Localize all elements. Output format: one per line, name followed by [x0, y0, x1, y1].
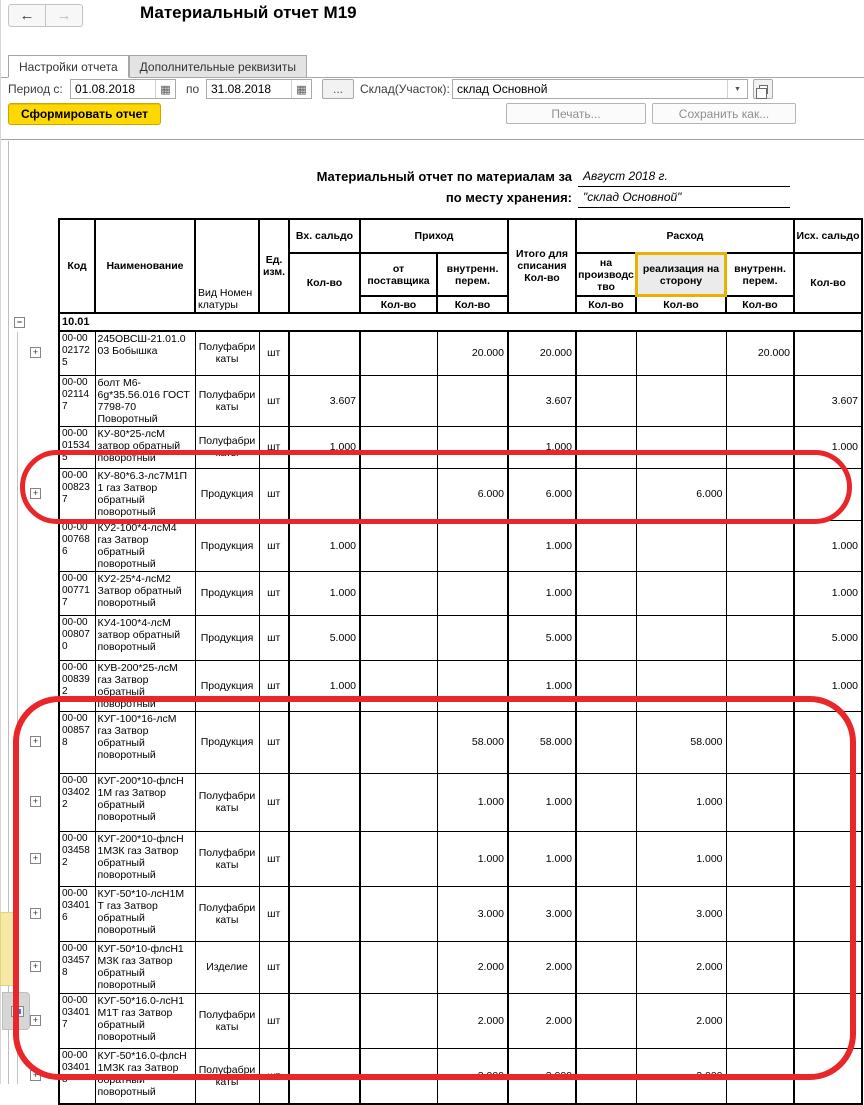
code-value: 00-00 00823 7	[62, 469, 90, 505]
code-value: 00-00 02114 7	[62, 376, 90, 412]
unit-value: шт	[267, 1069, 281, 1082]
cell-out-balance[interactable]: 3.607	[794, 375, 862, 426]
to-label: по	[186, 82, 200, 96]
name-value: КУВ-200*25-лсМ газ Затвор обратный поворотный	[97, 661, 178, 710]
report-title-line1: Материальный отчет по материалам за	[316, 169, 572, 184]
date-from-value: 01.08.2018	[75, 82, 136, 96]
row-expand-button[interactable]: +	[30, 488, 41, 499]
cell-sale[interactable]	[636, 615, 726, 660]
unit-value: шт	[267, 539, 281, 552]
cell-name[interactable]	[95, 520, 195, 571]
save-as-button[interactable]: Сохранить как...	[652, 103, 796, 124]
group-collapse-button[interactable]: −	[14, 317, 25, 328]
cell-out-balance[interactable]: 5.000	[794, 615, 862, 660]
cell-in-balance[interactable]: 1.000	[289, 571, 360, 615]
cell-internal-in[interactable]	[437, 520, 508, 571]
header-total-writeoff[interactable]: Итого для списания Кол-во	[508, 219, 576, 313]
unit-value: шт	[267, 736, 281, 748]
cell-internal-out[interactable]	[726, 520, 794, 571]
cell-internal-in[interactable]: 2.000	[437, 993, 508, 1048]
row-expand-button[interactable]: +	[30, 796, 41, 807]
cell-internal-in[interactable]: 1.000	[437, 773, 508, 831]
row-expand-button[interactable]: +	[30, 736, 41, 747]
cell-internal-in[interactable]: 6.000	[437, 468, 508, 520]
more-options-button[interactable]: ...	[322, 79, 354, 99]
row-expand-button[interactable]: +	[30, 347, 41, 358]
cell-in-balance[interactable]: 5.000	[289, 615, 360, 660]
cell-sale[interactable]	[636, 520, 726, 571]
cell-from-supplier[interactable]	[360, 571, 437, 615]
code-value: 00-00 00839 2	[62, 661, 90, 697]
cell-code[interactable]	[59, 571, 95, 615]
forward-button[interactable]	[45, 4, 83, 27]
cell-internal-in[interactable]: 3.000	[437, 886, 508, 941]
cell-in-balance[interactable]: 1.000	[289, 520, 360, 571]
cell-total[interactable]: 1.000	[508, 520, 576, 571]
cell-total[interactable]: 1.000	[508, 773, 576, 831]
code-value: 00-00 03402 2	[62, 774, 90, 810]
name-value: КУГ-200*10-флсН 1М газ Затвор обратный поворотный	[97, 774, 184, 823]
nav-buttons	[8, 4, 83, 27]
kind-value: Полуфабри каты	[198, 341, 256, 366]
cell-kind[interactable]	[195, 520, 259, 571]
unit-value: шт	[267, 907, 281, 920]
cell-sale[interactable]: 1.000	[636, 831, 726, 886]
cell-out-balance[interactable]	[794, 331, 862, 375]
kind-value: Продукция	[200, 488, 254, 500]
header-from-supplier[interactable]: от поставщика	[360, 253, 437, 296]
header-qty[interactable]: Кол-во	[636, 296, 726, 313]
header-out-balance-qty[interactable]: Кол-во	[794, 253, 862, 313]
unit-value: шт	[267, 488, 281, 500]
name-value: КУГ-50*16.0-флсН 1МЗК газ Затвор обратный поворотный	[97, 1049, 187, 1098]
tab-report-settings[interactable]: Настройки отчета	[8, 55, 129, 78]
calendar-icon[interactable]: ▦	[291, 80, 311, 98]
unit-value: шт	[267, 1014, 281, 1027]
cell-out-balance[interactable]: 1.000	[794, 571, 862, 615]
report-title-line2: по месту хранения:	[445, 190, 572, 205]
kind-value: Полуфабри каты	[198, 1008, 256, 1033]
code-value: 00-00 03401 8	[62, 1049, 90, 1085]
cell-code[interactable]	[59, 615, 95, 660]
cell-sale[interactable]: 58.000	[636, 711, 726, 773]
cell-total[interactable]: 1.000	[508, 571, 576, 615]
date-from-field[interactable]	[70, 79, 176, 99]
cell-internal-in[interactable]	[437, 375, 508, 426]
row-expand-button[interactable]: +	[30, 1070, 41, 1081]
cell-internal-out[interactable]	[726, 571, 794, 615]
kind-value: Полуфабри каты	[198, 901, 256, 926]
cell-out-balance[interactable]: 1.000	[794, 660, 862, 711]
cell-from-supplier[interactable]	[360, 520, 437, 571]
cell-internal-in[interactable]	[437, 571, 508, 615]
cell-name[interactable]	[95, 571, 195, 615]
cell-internal-in[interactable]: 1.000	[437, 831, 508, 886]
cell-unit[interactable]	[259, 375, 289, 426]
cell-kind[interactable]	[195, 375, 259, 426]
table-row	[59, 520, 862, 571]
name-value: КУГ-50*10-лсН1М Т газ Затвор обратный поворотный	[97, 887, 185, 936]
header-internal-in[interactable]: внутренн. перем.	[437, 253, 508, 296]
name-value: КУ2-25*4-лсМ2 Затвор обратный поворотный	[97, 572, 182, 609]
cell-total[interactable]: 20.000	[508, 331, 576, 375]
unit-value: шт	[267, 961, 281, 973]
row-expand-button[interactable]: +	[30, 853, 41, 864]
cell-internal-in[interactable]: 2.000	[437, 941, 508, 993]
cell-total[interactable]: 2.000	[508, 993, 576, 1048]
header-code[interactable]: Код	[59, 219, 95, 313]
code-value: 00-00 03458 2	[62, 832, 90, 868]
table-row	[59, 331, 862, 375]
cell-internal-in[interactable]: 3.000	[437, 1048, 508, 1104]
name-value: КУГ-50*16.0-лсН1 М1Т газ Затвор обратный поворотный	[97, 994, 185, 1043]
name-value: болт М6-6g*35.56.016 ГОСТ 7798-70 Поворотный	[97, 376, 190, 425]
cell-total[interactable]: 58.000	[508, 711, 576, 773]
red-circle-annotation-1	[20, 450, 852, 524]
table-row	[59, 615, 862, 660]
header-qty[interactable]: Кол-во	[360, 296, 437, 313]
header-qty[interactable]: Кол-во	[576, 296, 636, 313]
header-kind[interactable]: Вид Номенклатуры	[195, 219, 259, 313]
cell-sale[interactable]: 2.000	[636, 993, 726, 1048]
cell-in-balance[interactable]: 1.000	[289, 660, 360, 711]
kind-value: Полуфабри каты	[198, 435, 256, 459]
cell-total[interactable]: 5.000	[508, 615, 576, 660]
cell-unit[interactable]	[259, 520, 289, 571]
cell-out-balance[interactable]: 1.000	[794, 520, 862, 571]
cell-internal-out[interactable]	[726, 375, 794, 426]
row-expand-button[interactable]: +	[30, 1015, 41, 1026]
warehouse-open-button[interactable]	[753, 79, 773, 99]
back-arrow-icon: ←	[19, 7, 35, 24]
cell-total[interactable]: 1.000	[508, 660, 576, 711]
table-row	[59, 571, 862, 615]
cell-total[interactable]: 6.000	[508, 468, 576, 520]
report-warehouse-value: "склад Основной"	[578, 189, 790, 208]
cell-to-production[interactable]	[576, 615, 636, 660]
generate-report-button[interactable]: Сформировать отчет	[8, 103, 161, 125]
cell-sale[interactable]: 3.000	[636, 1048, 726, 1104]
cell-code[interactable]	[32, 331, 95, 375]
cell-name[interactable]	[95, 375, 195, 426]
kind-value: Продукция	[200, 587, 254, 599]
unit-value: шт	[267, 587, 281, 599]
chevron-down-icon[interactable]: ▼	[727, 80, 747, 98]
cell-to-production[interactable]	[576, 520, 636, 571]
tab-extra-details[interactable]: Дополнительные реквизиты	[129, 55, 307, 78]
cell-from-supplier[interactable]	[360, 331, 437, 375]
forward-arrow-icon: →	[56, 7, 72, 24]
kind-value: Полуфабри каты	[198, 846, 256, 871]
header-sale-selected-cell[interactable]: реализация на сторону	[636, 253, 726, 296]
red-circle-annotation-2	[13, 696, 856, 1080]
name-value: КУ-80*25-лсМ затвор обратный поворотный	[97, 427, 181, 464]
open-list-icon	[759, 85, 768, 94]
period-label: Период с:	[8, 82, 63, 96]
warehouse-label: Склад(Участок):	[360, 82, 450, 96]
cell-code[interactable]	[59, 375, 95, 426]
header-unit[interactable]: Ед. изм.	[259, 219, 289, 313]
calendar-icon[interactable]: ▦	[155, 80, 175, 98]
kind-value: Продукция	[200, 679, 254, 692]
unit-value: шт	[267, 796, 281, 808]
table-row	[59, 375, 862, 426]
cell-in-balance[interactable]: 3.607	[289, 375, 360, 426]
code-value: 00-00 03401 6	[62, 887, 90, 923]
code-value: 00-00 00807 0	[62, 616, 90, 652]
cell-total[interactable]: 3.000	[508, 886, 576, 941]
cell-sale[interactable]: 6.000	[636, 468, 726, 520]
cell-from-supplier[interactable]	[360, 375, 437, 426]
cell-total[interactable]: 3.000	[508, 1048, 576, 1104]
cell-internal-in[interactable]: 20.000	[437, 331, 508, 375]
code-value: 00-00 00768 6	[62, 521, 90, 557]
name-value: 245ОВСШ-21.01.0 03 Бобышка	[97, 333, 186, 357]
kind-value: Продукция	[200, 631, 254, 644]
unit-value: шт	[267, 852, 281, 865]
cell-internal-in[interactable]	[437, 615, 508, 660]
row-expand-button[interactable]: +	[30, 908, 41, 919]
code-value: 00-00 02172 5	[62, 333, 90, 368]
code-value: 00-00 00771 7	[62, 572, 90, 608]
kind-value: Изделие	[206, 961, 248, 973]
date-to-field[interactable]	[206, 79, 312, 99]
header-to-production[interactable]: на производство	[576, 253, 636, 296]
print-button[interactable]: Печать...	[506, 103, 646, 124]
cell-in-balance[interactable]: 1.000	[289, 426, 360, 468]
header-in-balance-qty[interactable]: Кол-во	[289, 253, 360, 313]
cell-total[interactable]: 1.000	[508, 831, 576, 886]
header-internal-out[interactable]: внутренн. перем.	[726, 253, 794, 296]
kind-value: Полуфабри каты	[198, 790, 256, 814]
unit-value: шт	[267, 631, 281, 644]
code-value: 00-00 03401 7	[62, 994, 90, 1030]
cell-kind[interactable]	[195, 615, 259, 660]
cell-to-production[interactable]	[576, 571, 636, 615]
kind-value: Полуфабри каты	[198, 1063, 256, 1088]
cell-internal-in[interactable]: 58.000	[437, 711, 508, 773]
header-in-balance[interactable]: Вх. сальдо	[289, 219, 360, 253]
cell-code[interactable]	[59, 520, 95, 571]
header-name[interactable]: Наименование	[95, 219, 195, 313]
cell-unit[interactable]	[259, 571, 289, 615]
warehouse-combobox[interactable]	[452, 79, 748, 99]
group-row	[59, 313, 862, 331]
cell-total[interactable]: 1.000	[508, 426, 576, 468]
cell-sale[interactable]: 3.000	[636, 886, 726, 941]
group-cell[interactable]	[16, 313, 862, 331]
header-qty[interactable]: Кол-во	[726, 296, 794, 313]
report-period-value: Август 2018 г.	[578, 168, 790, 187]
name-value: КУ2-100*4-лсМ4 газ Затвор обратный поворотный	[97, 521, 177, 570]
cell-total[interactable]: 2.000	[508, 941, 576, 993]
cell-internal-out[interactable]	[726, 615, 794, 660]
cell-in-balance[interactable]	[289, 331, 360, 375]
tab-bar	[8, 55, 307, 78]
cell-to-production[interactable]	[576, 331, 636, 375]
cell-sale[interactable]: 1.000	[636, 773, 726, 831]
cell-name[interactable]	[95, 615, 195, 660]
unit-value: шт	[267, 679, 281, 692]
cell-unit[interactable]	[259, 615, 289, 660]
header-out-balance[interactable]: Исх. сальдо	[794, 219, 862, 253]
cell-sale[interactable]	[636, 571, 726, 615]
page-title: Материальный отчет М19	[140, 3, 357, 22]
cell-total[interactable]: 3.607	[508, 375, 576, 426]
cell-out-balance[interactable]: 1.000	[794, 426, 862, 468]
code-value: 00-00 01534 5	[62, 427, 90, 463]
kind-value: Полуфабри каты	[198, 388, 256, 413]
code-value: 00-00 00857 8	[62, 712, 90, 748]
warehouse-value: склад Основной	[457, 82, 548, 96]
cell-sale[interactable]	[636, 331, 726, 375]
back-button[interactable]	[8, 4, 46, 27]
cell-internal-out[interactable]: 20.000	[726, 331, 794, 375]
cell-to-production[interactable]	[576, 375, 636, 426]
cell-kind[interactable]	[195, 331, 259, 375]
cell-unit[interactable]	[259, 331, 289, 375]
report-frame-top	[0, 139, 864, 141]
name-value: КУ-80*6.3-лс7М1П 1 газ Затвор обратный поворотный	[97, 469, 188, 518]
cell-sale[interactable]	[636, 375, 726, 426]
name-value: КУГ-100*16-лсМ газ Затвор обратный поворотный	[97, 712, 177, 761]
unit-value: шт	[267, 394, 281, 407]
code-value: 00-00 03457 8	[62, 942, 90, 978]
header-qty[interactable]: Кол-во	[437, 296, 508, 313]
cell-sale[interactable]: 2.000	[636, 941, 726, 993]
row-expand-button[interactable]: +	[30, 961, 41, 972]
unit-value: шт	[267, 347, 281, 360]
group-label: 10.01	[62, 316, 90, 328]
cell-kind[interactable]	[195, 571, 259, 615]
unit-value: шт	[267, 441, 281, 453]
header-outgoing[interactable]: Расход	[576, 219, 794, 253]
name-value: КУГ-200*10-флсН 1МЗК газ Затвор обратный поворотный	[97, 832, 184, 881]
cell-from-supplier[interactable]	[360, 615, 437, 660]
cell-name[interactable]	[95, 331, 195, 375]
kind-value: Продукция	[200, 539, 254, 552]
kind-value: Продукция	[200, 736, 254, 748]
name-value: КУ4-100*4-лсМ затвор обратный поворотный	[97, 616, 181, 653]
date-to-value: 31.08.2018	[211, 82, 272, 96]
header-incoming[interactable]: Приход	[360, 219, 508, 253]
name-value: КУГ-50*10-флсН1 МЗК газ Затвор обратный поворотный	[97, 942, 184, 991]
